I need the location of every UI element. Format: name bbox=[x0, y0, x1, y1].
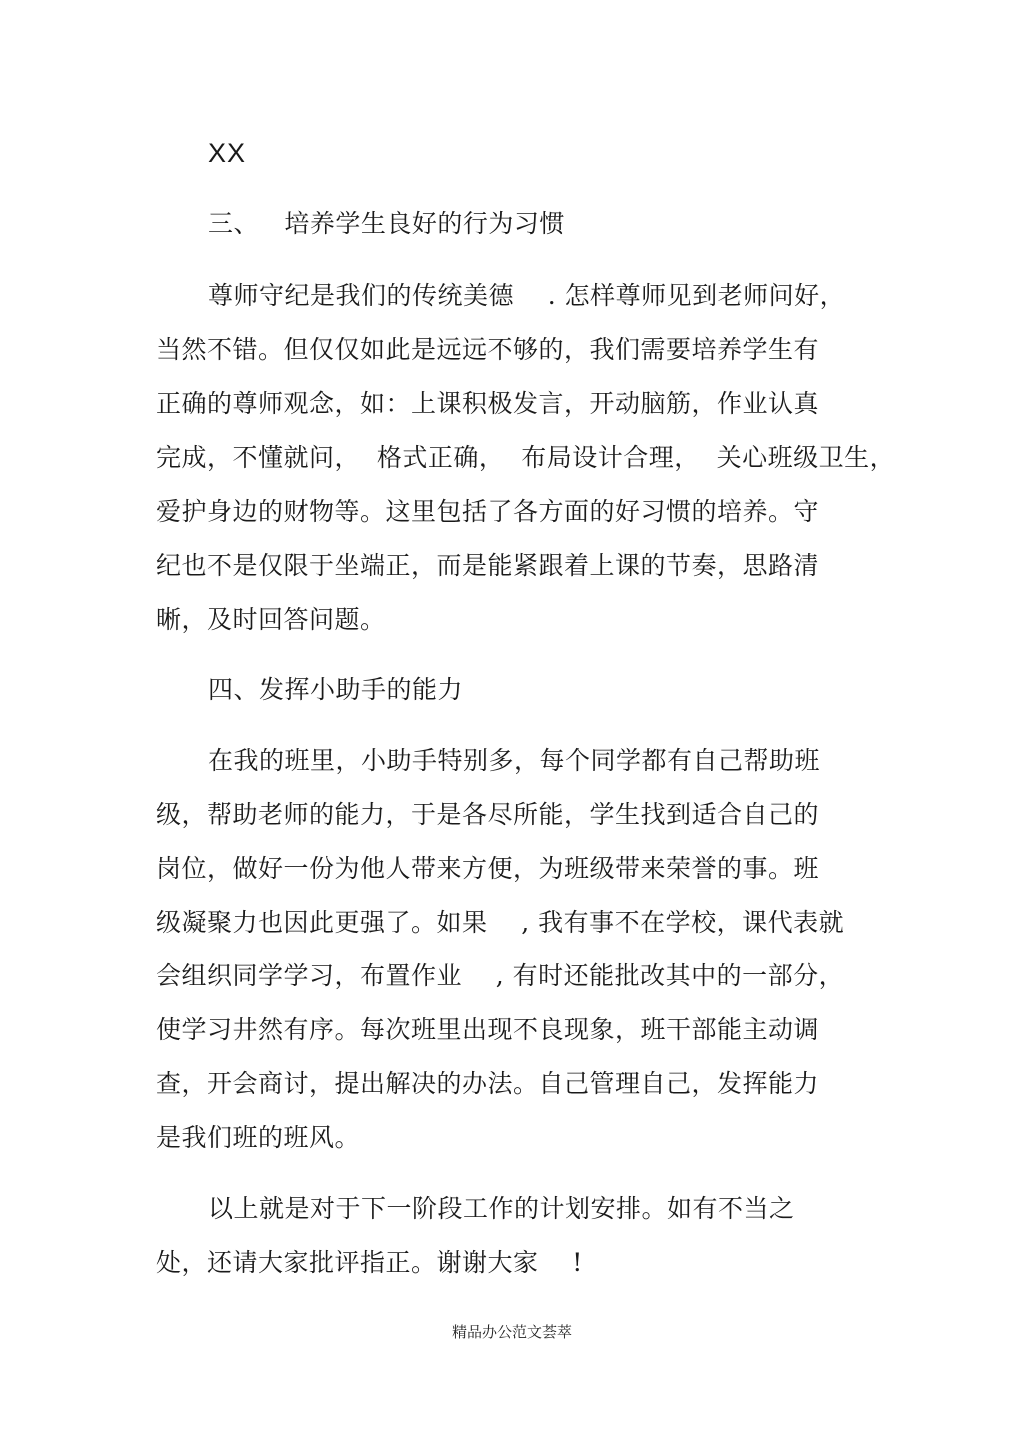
section-4-heading: 四、发挥小助手的能力 bbox=[208, 675, 464, 704]
section-4-line: 是我们班的班风。 bbox=[156, 1123, 361, 1152]
section-3-line: 纪也不是仅限于坐端正，而是能紧跟着上课的节奏，思路清 bbox=[156, 551, 820, 580]
section-4-line: 级凝聚力也因此更强了。如果 , 我有事不在学校，课代表就 bbox=[156, 908, 845, 937]
section-4-line: 级，帮助老师的能力，于是各尽所能，学生找到适合自己的 bbox=[156, 800, 820, 829]
closing-line: 处，还请大家批评指正。谢谢大家 ! bbox=[156, 1248, 583, 1277]
section-3-heading: 三、 培养学生良好的行为习惯 bbox=[208, 209, 565, 238]
section-4-line: 查，开会商讨，提出解决的办法。自己管理自己，发挥能力 bbox=[156, 1069, 820, 1098]
closing-line: 以上就是对于下一阶段工作的计划安排。如有不当之 bbox=[208, 1194, 795, 1223]
section-3-line: 正确的尊师观念，如：上课积极发言，开动脑筋，作业认真 bbox=[156, 389, 820, 418]
section-3-line: 爱护身边的财物等。这里包括了各方面的好习惯的培养。守 bbox=[156, 497, 820, 526]
section-3-line: 当然不错。但仅仅如此是远远不够的，我们需要培养学生有 bbox=[156, 335, 820, 364]
section-4-line: 岗位，做好一份为他人带来方便，为班级带来荣誉的事。班 bbox=[156, 854, 820, 883]
section-4-line: 会组织同学学习，布置作业 , 有时还能批改其中的一部分， bbox=[156, 961, 845, 990]
section-4-line: 使学习井然有序。每次班里出现不良现象，班干部能主动调 bbox=[156, 1015, 820, 1044]
section-3-line: 尊师守纪是我们的传统美德 . 怎样尊师见到老师问好， bbox=[208, 281, 846, 310]
page-footer: 精品办公范文荟萃 bbox=[451, 1323, 572, 1341]
section-3-line: 完成，不懂就问， 格式正确， 布局设计合理， 关心班级卫生， bbox=[156, 443, 896, 472]
section-4-line: 在我的班里，小助手特别多，每个同学都有自己帮助班 bbox=[208, 746, 821, 775]
section-3-line: 晰，及时回答问题。 bbox=[156, 605, 386, 634]
header-mark: XX bbox=[208, 138, 247, 168]
